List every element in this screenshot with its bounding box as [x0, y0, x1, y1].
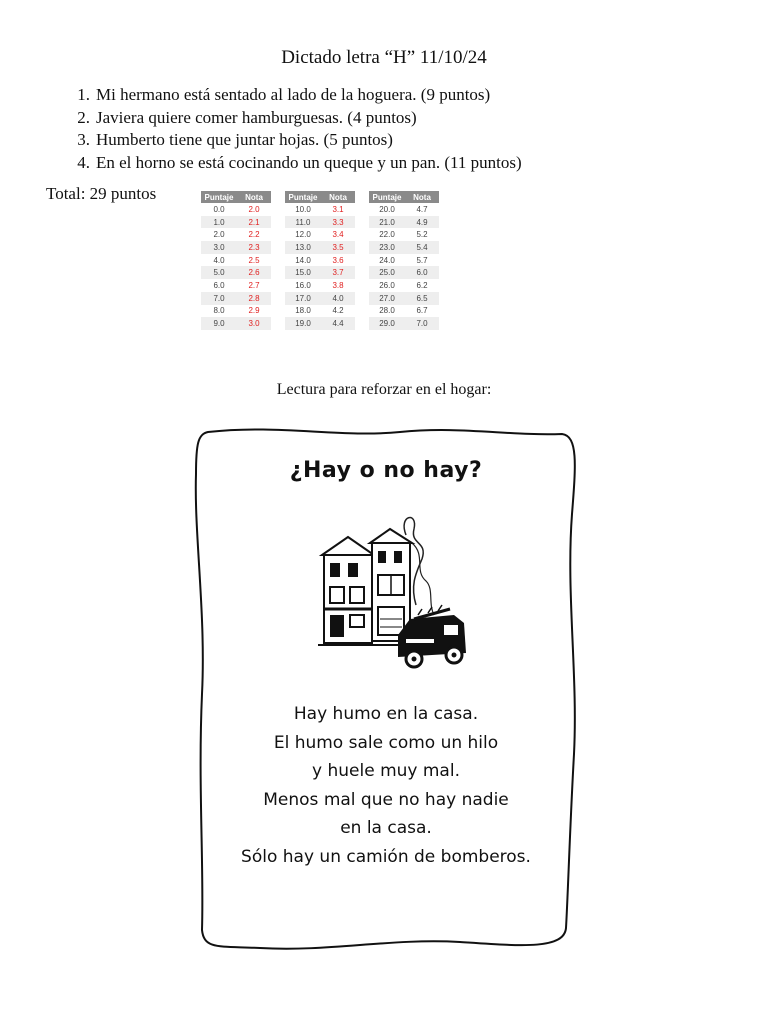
table-row: [201, 216, 271, 229]
table-row: [201, 241, 271, 254]
nota-cell: 4.0: [321, 292, 355, 305]
reading-title: ¿Hay o no hay?: [289, 458, 483, 483]
puntaje-cell: 3.0: [201, 241, 237, 254]
burning-house-fire-truck-illustration: [318, 515, 478, 675]
table-row: [369, 279, 439, 292]
puntaje-header: Puntaje: [369, 191, 405, 203]
nota-cell: 2.5: [248, 255, 260, 265]
item-text: En el horno se está cocinando un queque y un pan. (11 puntos): [96, 152, 522, 172]
nota-cell: 3.4: [332, 230, 344, 240]
nota-header: Nota: [405, 191, 439, 203]
nota-cell: 6.2: [416, 280, 428, 290]
reading-line: Hay humo en la casa.: [293, 704, 479, 724]
table-row: [369, 317, 439, 330]
nota-cell: 6.7: [416, 306, 428, 316]
table-row: [285, 203, 355, 216]
table-row: [201, 203, 271, 216]
table-row: [369, 292, 439, 305]
table-row: [369, 305, 439, 318]
puntaje-cell: 13.0: [285, 241, 321, 254]
reading-line: en la casa.: [340, 818, 432, 838]
nota-cell: 5.4: [405, 241, 439, 254]
grading-table: [201, 191, 271, 330]
puntaje-cell: 14.0: [295, 255, 311, 265]
puntaje-cell: 0.0: [213, 204, 225, 214]
item-text: Humberto tiene que juntar hojas. (5 puntos): [96, 130, 393, 149]
grading-table: [369, 191, 439, 330]
puntaje-cell: 12.0: [295, 230, 311, 240]
nota-cell: 2.2: [248, 230, 260, 240]
puntaje-cell: 23.0: [369, 241, 405, 254]
nota-cell: 2.8: [237, 292, 271, 305]
puntaje-cell: 5.0: [201, 266, 237, 279]
puntaje-cell: 19.0: [285, 317, 321, 330]
puntaje-cell: 6.0: [213, 280, 225, 290]
paper-scroll-frame: [190, 424, 582, 954]
nota-cell: 3.6: [332, 255, 344, 265]
puntaje-cell: 17.0: [285, 292, 321, 305]
nota-header: Nota: [237, 191, 271, 203]
nota-cell: 6.0: [405, 266, 439, 279]
reading-line: y huele muy mal.: [312, 761, 460, 781]
list-item: [66, 129, 706, 152]
puntaje-cell: 8.0: [213, 306, 225, 316]
puntaje-cell: 11.0: [285, 216, 321, 229]
total-points: Total: 29 puntos: [46, 184, 157, 203]
reading-line: Menos mal que no hay nadie: [263, 789, 509, 810]
nota-cell: 5.7: [416, 255, 428, 265]
puntaje-cell: 10.0: [295, 204, 311, 214]
puntaje-cell: 29.0: [369, 317, 405, 330]
nota-cell: 2.9: [248, 306, 260, 316]
nota-cell: 3.5: [321, 241, 355, 254]
list-item: [66, 84, 706, 107]
item-number: 4.: [77, 152, 90, 172]
puntaje-cell: 16.0: [295, 280, 311, 290]
puntaje-cell: 26.0: [379, 280, 395, 290]
item-number: 3.: [77, 130, 90, 149]
nota-cell: 2.0: [248, 204, 260, 214]
table-row: [285, 317, 355, 330]
table-row: [201, 228, 271, 241]
puntaje-cell: 4.0: [213, 255, 225, 265]
table-row: [285, 254, 355, 267]
table-row: [201, 266, 271, 279]
list-item: [66, 107, 706, 130]
table-row: [285, 292, 355, 305]
table-row: [285, 266, 355, 279]
nota-cell: 3.3: [321, 216, 355, 229]
item-text: Mi hermano está sentado al lado de la hoguera. (9 puntos): [96, 85, 491, 104]
table-row: [369, 241, 439, 254]
grading-table: [285, 191, 355, 330]
table-row: [285, 305, 355, 318]
nota-cell: 3.1: [332, 204, 344, 214]
table-row: [369, 203, 439, 216]
nota-cell: 2.7: [248, 280, 260, 290]
nota-cell: 4.4: [321, 317, 355, 330]
puntaje-cell: 25.0: [369, 266, 405, 279]
nota-cell: 3.0: [237, 317, 271, 330]
puntaje-cell: 9.0: [201, 317, 237, 330]
nota-cell: 2.1: [237, 216, 271, 229]
table-row: [201, 305, 271, 318]
item-text: Javiera quiere comer hamburguesas. (4 puntos): [96, 107, 417, 127]
nota-cell: 6.5: [405, 292, 439, 305]
table-row: [285, 241, 355, 254]
nota-cell: 5.2: [416, 230, 428, 240]
item-number: 2.: [77, 107, 90, 127]
puntaje-cell: 28.0: [379, 306, 395, 316]
table-row: [285, 228, 355, 241]
reading-text: [190, 700, 582, 871]
puntaje-cell: 27.0: [369, 292, 405, 305]
page-title: Dictado letra “H” 11/10/24: [281, 47, 487, 68]
puntaje-cell: 1.0: [201, 216, 237, 229]
table-row: [369, 216, 439, 229]
nota-cell: 2.3: [237, 241, 271, 254]
table-row: [201, 254, 271, 267]
puntaje-header: Puntaje: [285, 191, 321, 203]
list-item: [66, 152, 706, 175]
table-row: [201, 279, 271, 292]
table-row: [285, 279, 355, 292]
nota-cell: 4.2: [332, 306, 344, 316]
nota-cell: 4.7: [416, 204, 428, 214]
puntaje-cell: 2.0: [213, 230, 225, 240]
reading-line: Sólo hay un camión de bomberos.: [241, 846, 531, 867]
item-number: 1.: [77, 85, 90, 104]
nota-cell: 2.6: [237, 266, 271, 279]
table-row: [285, 216, 355, 229]
table-row: [201, 292, 271, 305]
puntaje-cell: 21.0: [369, 216, 405, 229]
puntaje-cell: 18.0: [295, 306, 311, 316]
puntaje-cell: 24.0: [379, 255, 395, 265]
table-row: [369, 266, 439, 279]
puntaje-cell: 15.0: [285, 266, 321, 279]
puntaje-cell: 7.0: [201, 292, 237, 305]
table-row: [201, 317, 271, 330]
reading-line: El humo sale como un hilo: [273, 732, 499, 753]
nota-cell: 3.8: [332, 280, 344, 290]
nota-cell: 7.0: [405, 317, 439, 330]
puntaje-header: Puntaje: [201, 191, 237, 203]
table-row: [369, 228, 439, 241]
puntaje-cell: 20.0: [379, 204, 395, 214]
nota-cell: 3.7: [321, 266, 355, 279]
nota-header: Nota: [321, 191, 355, 203]
nota-cell: 4.9: [405, 216, 439, 229]
puntaje-cell: 22.0: [379, 230, 395, 240]
reading-intro: Lectura para reforzar en el hogar:: [276, 381, 492, 398]
dictation-list: [66, 84, 706, 174]
table-row: [369, 254, 439, 267]
